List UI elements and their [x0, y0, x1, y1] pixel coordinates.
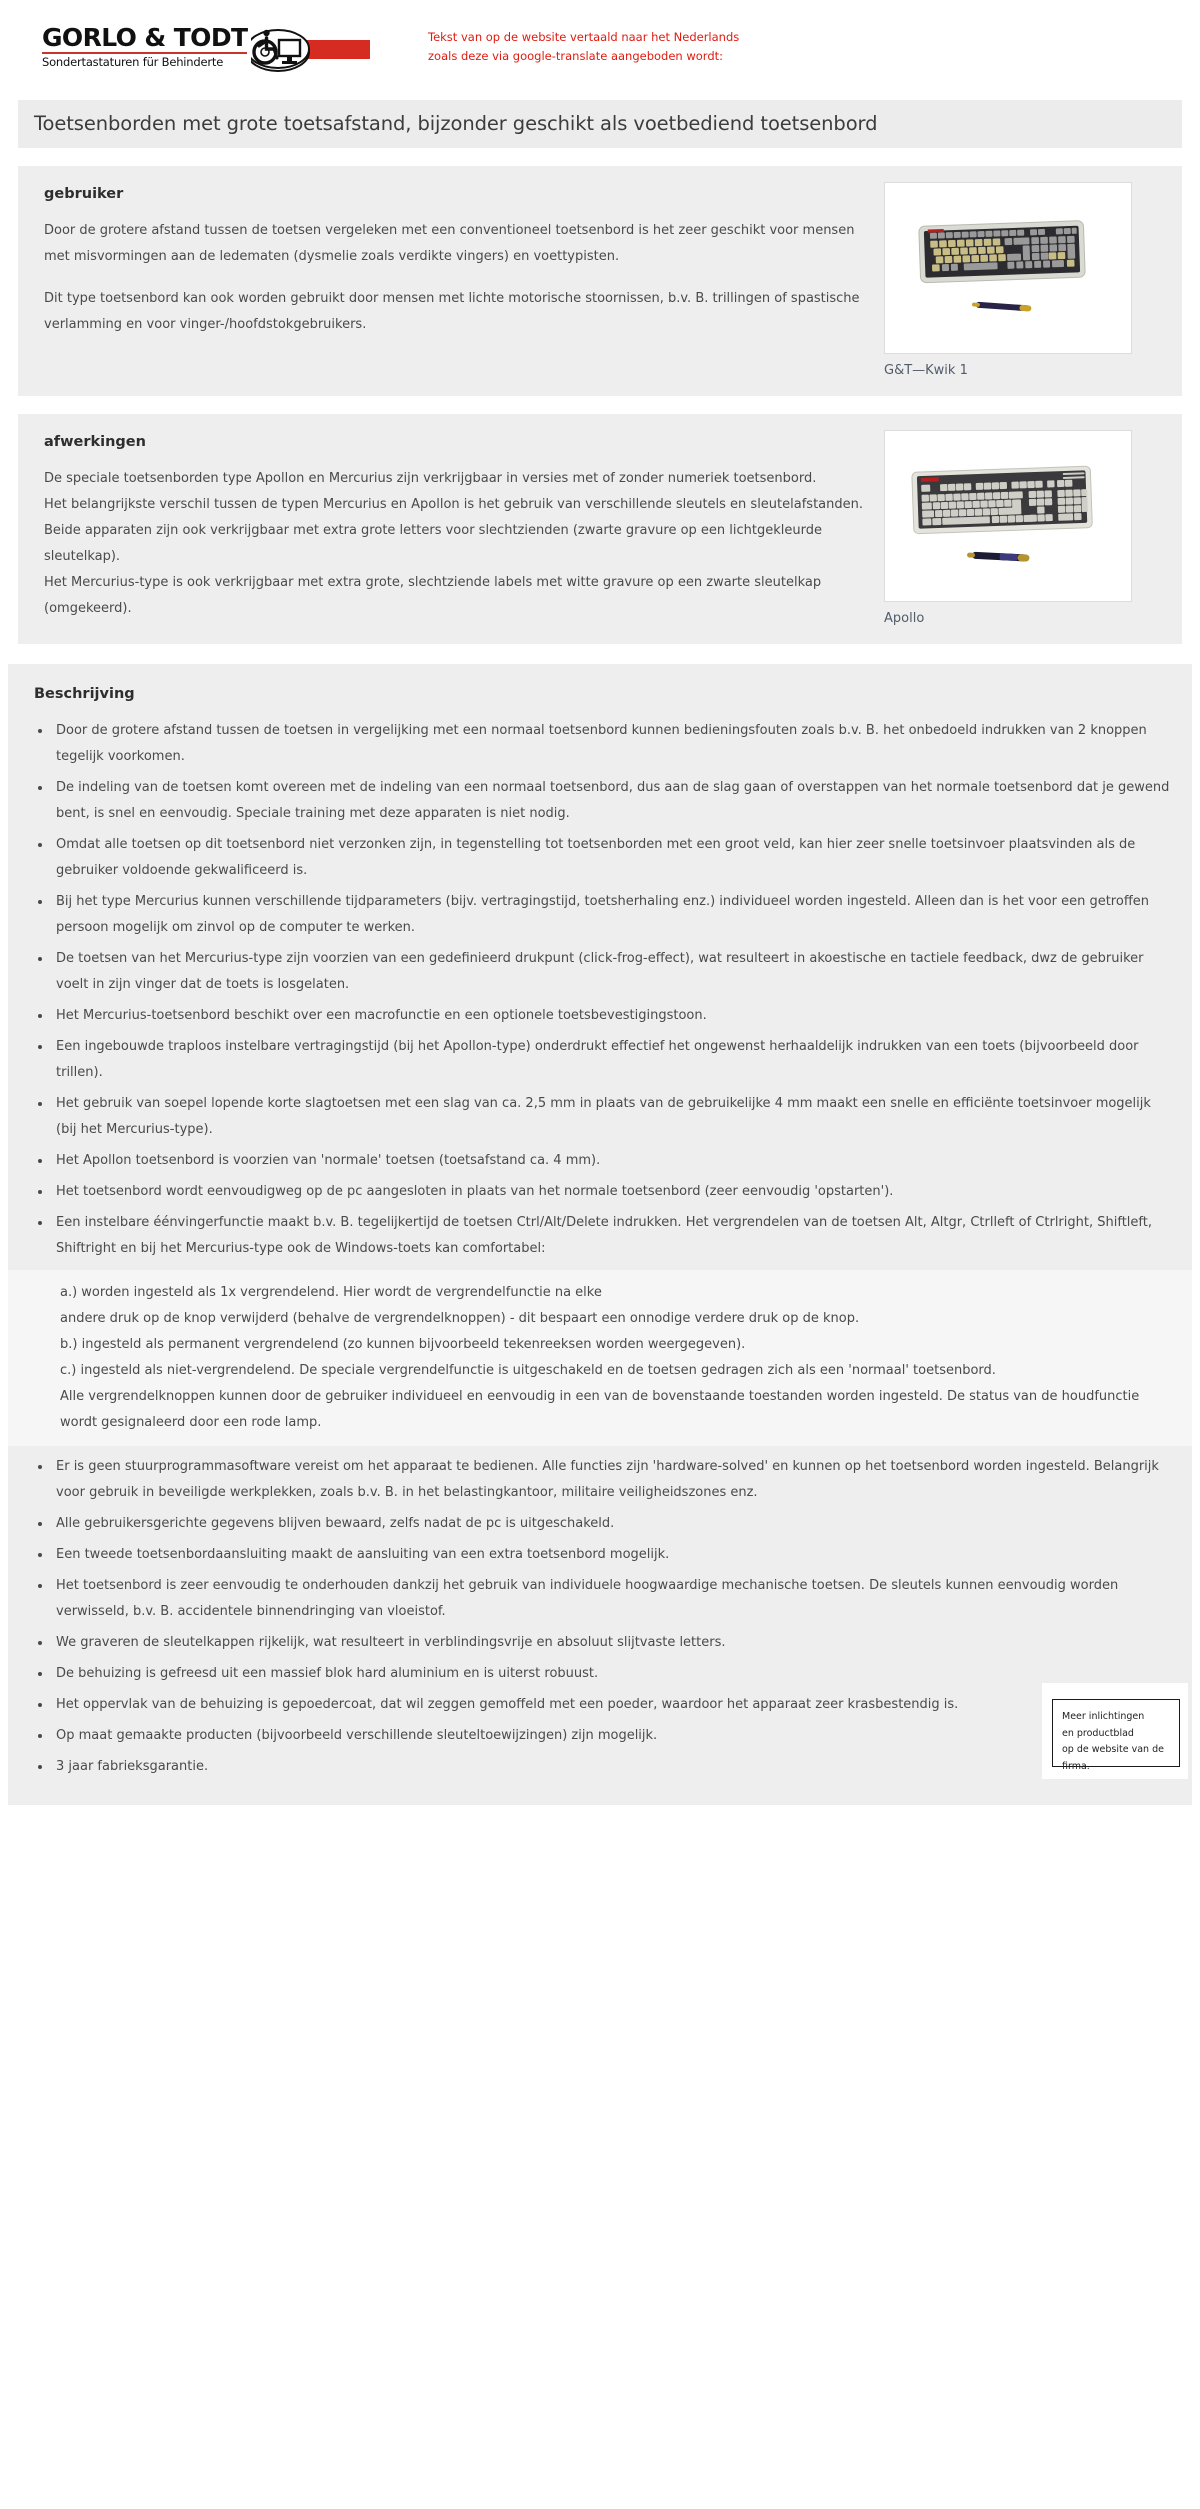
- section-beschrijving-heading: Beschrijving: [34, 686, 135, 702]
- list-item: De indeling van de toetsen komt overeen met de indeling van een normaal toetsenbord, dus aan de slag gaan of overstappen van het normale toetsenbord dat je gewend bent, is snel en eenvoudig. Speciale training met deze apparaten is niet nodig.: [30, 775, 1170, 827]
- section-afwerkingen-media: [884, 430, 1160, 626]
- more-info-box: [1052, 1699, 1180, 1772]
- description-bullet-list-bottom: [30, 1454, 1170, 1780]
- list-item: Omdat alle toetsen op dit toetsenbord niet verzonken zijn, in tegenstelling tot toetsenborden met een groot veld, kan hier zeer snelle toetsinvoer plaatsvinden als de gebruiker voldoende gekwalificeerd is.: [30, 832, 1170, 884]
- locking-mode-line: c.) ingesteld als niet-vergrendelend. De speciale vergrendelfunctie is uitgeschakeld en de toetsen gedragen zich als een 'normaal' toetsenbord.: [60, 1363, 996, 1378]
- locking-mode-line: andere druk op de knop verwijderd (behalve de vergrendelknoppen) - dit bespaart een onnodige verdere druk op de knop.: [60, 1311, 860, 1326]
- keyboard-photo-apollo-caption: Apollo: [884, 611, 925, 626]
- translation-note-line-2: zoals deze via google-translate aangeboden wordt:: [428, 49, 724, 63]
- section-afwerkingen-heading: afwerkingen: [44, 434, 146, 450]
- keyboard-photo-kwik1: [884, 182, 1132, 354]
- section-gebruiker-media: [884, 182, 1160, 378]
- list-item: Het toetsenbord is zeer eenvoudig te onderhouden dankzij het gebruik van individuele hoogwaardige mechanische toetsen. De sleutels kunnen eenvoudig worden verwisseld, b.v. B. accidentele binnendringing van vloeistof.: [30, 1573, 1170, 1625]
- list-item: De behuizing is gefreesd uit een massief blok hard aluminium en is uiterst robuust.: [30, 1661, 1170, 1687]
- translation-note-line-1: Tekst van op de website vertaald naar het Nederlands: [428, 30, 740, 45]
- list-item: Het Mercurius-toetsenbord beschikt over een macrofunctie en een optionele toetsbevestigingstoon.: [30, 1003, 1170, 1029]
- list-item: Een instelbare éénvingerfunctie maakt b.v. B. tegelijkertijd de toetsen Ctrl/Alt/Delete indrukken. Het vergrendelen van de toetsen Alt, Altgr, Ctrlleft of Ctrlright, Shiftleft, Shiftright en bij het Mercurius-type ook de Windows-toets kan comfortabel:: [30, 1210, 1170, 1262]
- section-afwerkingen-paragraph-2: Het belangrijkste verschil tussen de typen Mercurius en Apollon is het gebruik van verschillende sleutels en sleutelafstanden.: [44, 497, 863, 512]
- section-gebruiker-paragraph-2: Dit type toetsenbord kan ook worden gebruikt door mensen met lichte motorische stoornissen, b.v. B. trillingen of spastische verlamming en voor vinger-/hoofdstokgebruikers.: [44, 291, 860, 332]
- keyboard-photo-apollo: [884, 430, 1132, 602]
- section-gebruiker-heading: gebruiker: [44, 186, 124, 202]
- translation-note: [428, 28, 739, 66]
- list-item: Bij het type Mercurius kunnen verschillende tijdparameters (bijv. vertragingstijd, toetsherhaling enz.) individueel worden ingesteld. Alleen dan is het voor een getroffen persoon mogelijk om zinvol op de computer te werken.: [30, 889, 1170, 941]
- logo-subtitle: Sondertastaturen für Behinderte: [42, 54, 224, 69]
- locking-modes-subblock: [8, 1270, 1192, 1446]
- section-afwerkingen-body: [40, 430, 884, 626]
- list-item: Alle gebruikersgerichte gegevens blijven bewaard, zelfs nadat de pc is uitgeschakeld.: [30, 1511, 1170, 1537]
- list-item: 3 jaar fabrieksgarantie.: [30, 1754, 1170, 1780]
- section-afwerkingen-paragraph-4: Het Mercurius-type is ook verkrijgbaar met extra grote, slechtziende labels met witte gravure op een zwarte sleutelkap (omgekeerd).: [44, 575, 822, 616]
- list-item: De toetsen van het Mercurius-type zijn voorzien van een gedefinieerd drukpunt (click-frog-effect), wat resulteert in akoestische en tactiele feedback, dwz de gebruiker voelt in zijn vinger dat de toets is losgelaten.: [30, 946, 1170, 998]
- keyboard-photo-kwik1-caption: G&T—Kwik 1: [884, 363, 968, 378]
- section-afwerkingen: [18, 414, 1182, 644]
- more-info-line-1: Meer inlichtingen: [1062, 1711, 1145, 1722]
- logo-text-block: [42, 22, 251, 70]
- description-bullet-list-top: [30, 718, 1170, 1262]
- list-item: Het toetsenbord wordt eenvoudigweg op de pc aangesloten in plaats van het normale toetsenbord (zeer eenvoudig 'opstarten').: [30, 1179, 1170, 1205]
- list-item: Door de grotere afstand tussen de toetsen in vergelijking met een normaal toetsenbord kunnen bedieningsfouten zoals b.v. B. het onbedoeld indrukken van 2 knoppen tegelijk voorkomen.: [30, 718, 1170, 770]
- description-wrapper: [0, 664, 1200, 1805]
- list-item: Een ingebouwde traploos instelbare vertragingstijd (bij het Apollon-type) onderdrukt effectief het ongewenst herhaaldelijk indrukken van een toets (bijvoorbeeld door trillen).: [30, 1034, 1170, 1086]
- locking-mode-line: a.) worden ingesteld als 1x vergrendelend. Hier wordt de vergrendelfunctie na elke: [60, 1285, 602, 1300]
- list-item: Het Apollon toetsenbord is voorzien van 'normale' toetsen (toetsafstand ca. 4 mm).: [30, 1148, 1170, 1174]
- logo-divider: [42, 52, 247, 54]
- list-item: Een tweede toetsenbordaansluiting maakt de aansluiting van een extra toetsenbord mogelijk.: [30, 1542, 1170, 1568]
- list-item: Op maat gemaakte producten (bijvoorbeeld verschillende sleuteltoewijzingen) zijn mogelijk.: [30, 1723, 1170, 1749]
- section-afwerkingen-paragraph-1: De speciale toetsenborden type Apollon en Mercurius zijn verkrijgbaar in versies met of zonder numeriek toetsenbord.: [44, 471, 817, 486]
- section-afwerkingen-paragraph-3: Beide apparaten zijn ook verkrijgbaar met extra grote letters voor slechtzienden (zwarte gravure op een lichtgekleurde sleutelkap).: [44, 523, 822, 564]
- company-logo: [42, 18, 372, 76]
- section-gebruiker-body: [40, 182, 884, 378]
- section-beschrijving: [8, 664, 1192, 1805]
- locking-mode-line: Alle vergrendelknoppen kunnen door de gebruiker individueel en eenvoudig in een van de bovenstaande toestanden worden ingesteld. De status van de houdfunctie wordt gesignaleerd door een rode lamp.: [60, 1389, 1140, 1430]
- more-info-line-2: en productblad: [1062, 1727, 1134, 1739]
- more-info-line-3: op de website van de firma.: [1062, 1744, 1164, 1772]
- page-title: Toetsenborden met grote toetsafstand, bijzonder geschikt als voetbediend toetsenbord: [18, 100, 1182, 148]
- locking-mode-line: b.) ingesteld als permanent vergrendelend (zo kunnen bijvoorbeeld tekenreeksen worden weergegeven).: [60, 1337, 746, 1352]
- list-item: We graveren de sleutelkappen rijkelijk, wat resulteert in verblindingsvrije en absoluut slijtvaste letters.: [30, 1630, 1170, 1656]
- section-gebruiker: [18, 166, 1182, 396]
- page-header: [0, 0, 1200, 86]
- section-gebruiker-paragraph-1: Door de grotere afstand tussen de toetsen vergeleken met een conventioneel toetsenbord is het zeer geschikt voor mensen met misvormingen aan de ledematen (dysmelie zoals verdikte vingers) en voettypisten.: [44, 223, 855, 264]
- logo-title: GORLO & TODT: [42, 22, 248, 52]
- list-item: Er is geen stuurprogrammasoftware vereist om het apparaat te bedienen. Alle functies zijn 'hardware-solved' en kunnen op het toetsenbord worden ingesteld. Belangrijk voor gebruik in beveiligde werkplekken, zoals b.v. B. in het belastingkantoor, militaire veiligheidszones enz.: [30, 1454, 1170, 1506]
- list-item: Het oppervlak van de behuizing is gepoedercoat, dat wil zeggen gemoffeld met een poeder, waardoor het apparaat zeer krasbestendig is.: [30, 1692, 1170, 1718]
- list-item: Het gebruik van soepel lopende korte slagtoetsen met een slag van ca. 2,5 mm in plaats van de gebruikelijke 4 mm maakt een snelle en efficiënte toetsinvoer mogelijk (bij het Mercurius-type).: [30, 1091, 1170, 1143]
